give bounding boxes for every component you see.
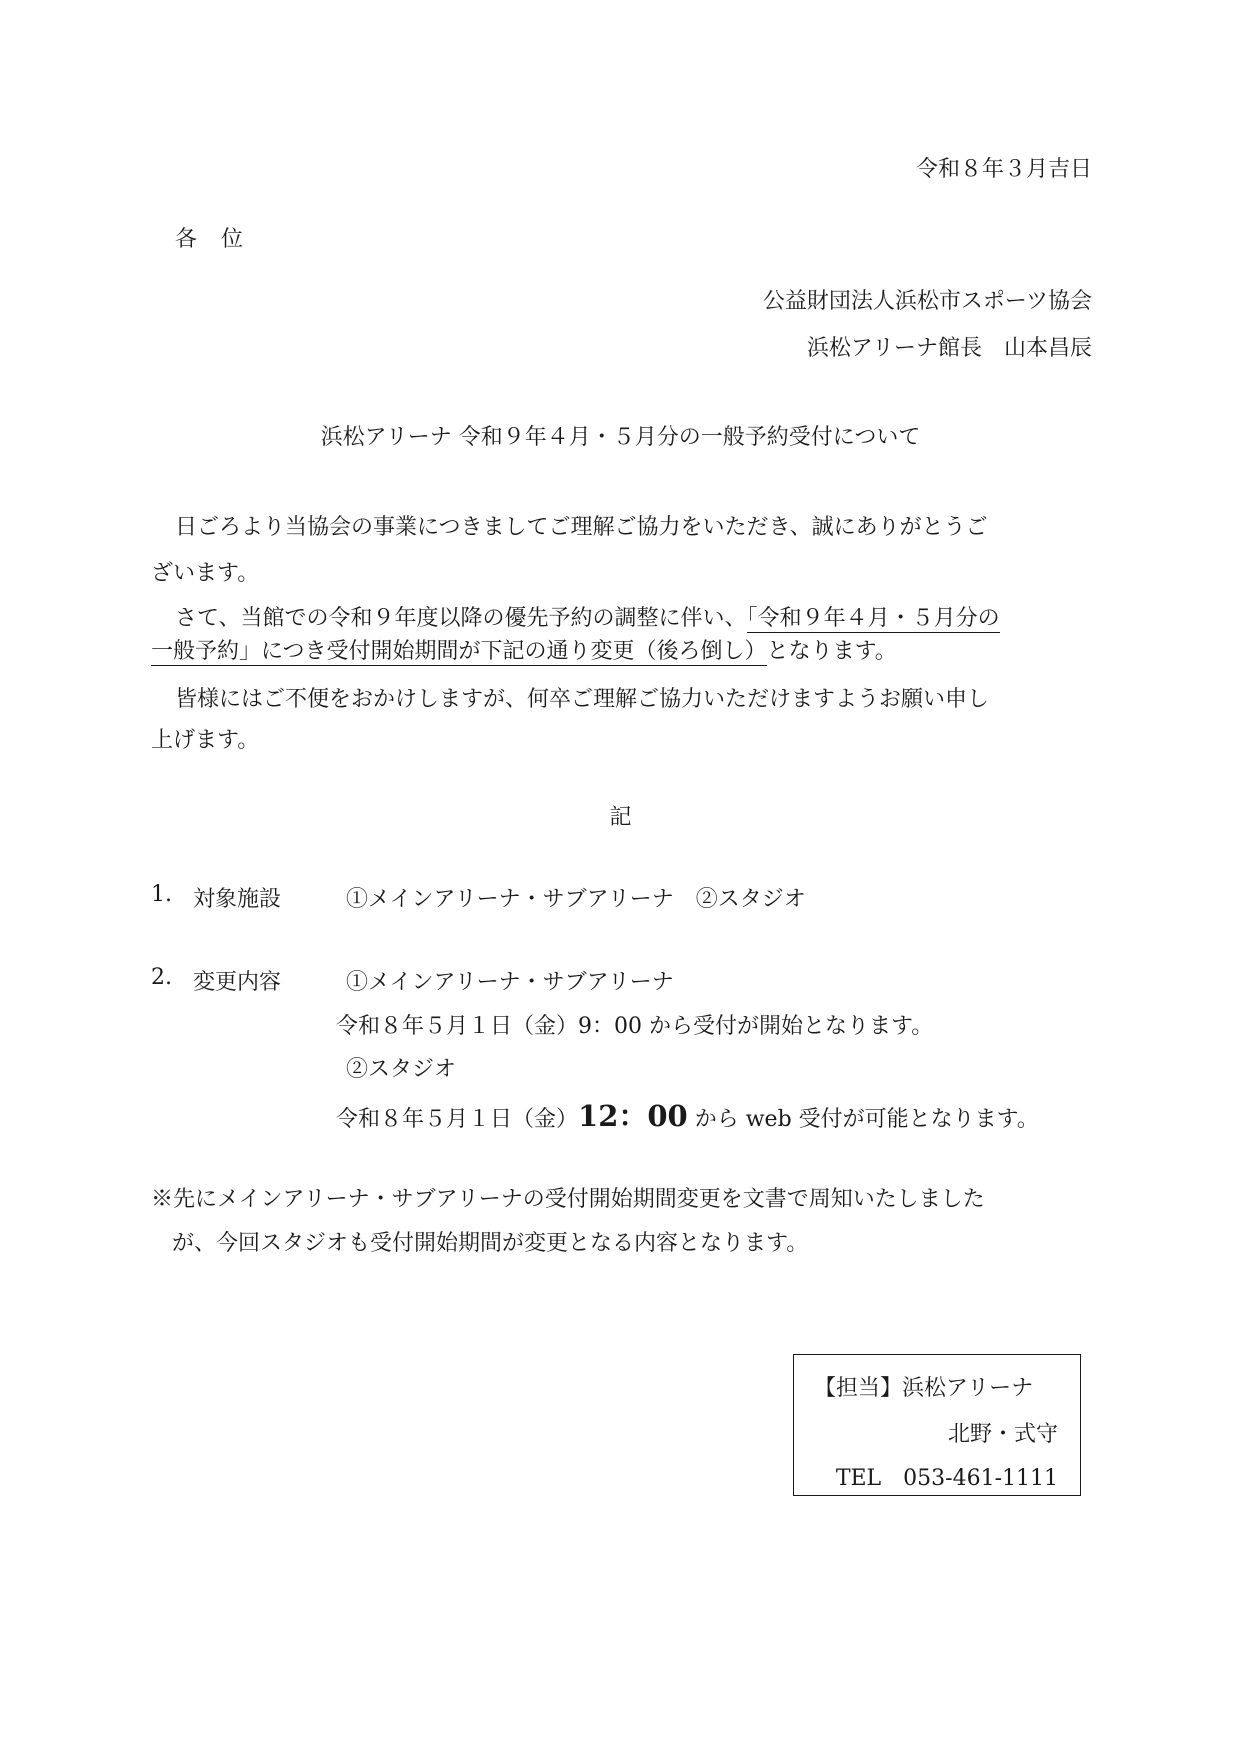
contact-line-1: 【担当】浜松アリーナ xyxy=(814,1376,1034,1401)
studio-text-post: から web 受付が可能となります。 xyxy=(687,1107,1039,1132)
studio-time: 12：00 xyxy=(578,1099,688,1133)
contact-phone: TEL 053-461-1111 xyxy=(835,1466,1058,1491)
body-line-6: 上げます。 xyxy=(151,728,260,753)
item-2-studio-heading: ②スタジオ xyxy=(346,1057,457,1082)
document-date: 令和８年３月吉日 xyxy=(915,157,1092,182)
recipient: 各 位 xyxy=(175,227,245,252)
body-line-2: ざいます。 xyxy=(151,561,260,586)
contact-box xyxy=(793,1354,1081,1496)
body-line-3-pre: さて、当館での令和９年度以降の優先予約の調整に伴い、 xyxy=(175,606,747,631)
body-line-4 xyxy=(151,634,897,665)
item-1-number: 1. xyxy=(151,882,172,907)
item-1-text: ①メインアリーナ・サブアリーナ ②スタジオ xyxy=(346,887,806,912)
body-line-3-underlined: 「令和９年４月・５月分の xyxy=(746,606,1000,631)
body-line-1: 日ごろより当協会の事業につきましてご理解ご協力をいただき、誠にありがとうご xyxy=(175,515,988,540)
body-line-4-underlined: 一般予約」につき受付開始期間が下記の通り変更（後ろ倒し） xyxy=(151,639,767,664)
studio-text-pre: 令和８年５月１日（金） xyxy=(336,1107,579,1132)
ki-heading: 記 xyxy=(609,805,632,830)
document-title: 浜松アリーナ 令和９年４月・５月分の一般予約受付について xyxy=(320,425,921,450)
item-2-label: 変更内容 xyxy=(193,970,282,995)
sender-name: 浜松アリーナ館長 山本昌辰 xyxy=(806,336,1092,361)
body-line-5: 皆様にはご不便をおかけしますが、何卒ご理解ご協力いただけますようお願い申し xyxy=(175,687,990,712)
item-1-label: 対象施設 xyxy=(193,887,282,912)
item-2-main-arena-text: 令和８年５月１日（金）9：00 から受付が開始となります。 xyxy=(336,1014,934,1039)
contact-line-2: 北野・式守 xyxy=(947,1422,1058,1447)
body-line-4-post: となります。 xyxy=(766,639,897,664)
item-2-number: 2. xyxy=(151,965,172,990)
note-line-2: が、今回スタジオも受付開始期間が変更となる内容となります。 xyxy=(172,1231,809,1256)
item-2-main-arena-heading: ①メインアリーナ・サブアリーナ xyxy=(346,970,674,995)
organization-name: 公益財団法人浜松市スポーツ協会 xyxy=(762,289,1092,314)
item-2-studio-text xyxy=(336,1094,1039,1135)
note-line-1: ※先にメインアリーナ・サブアリーナの受付開始期間変更を文書で周知いたしました xyxy=(151,1187,985,1212)
body-line-3 xyxy=(175,601,1000,632)
